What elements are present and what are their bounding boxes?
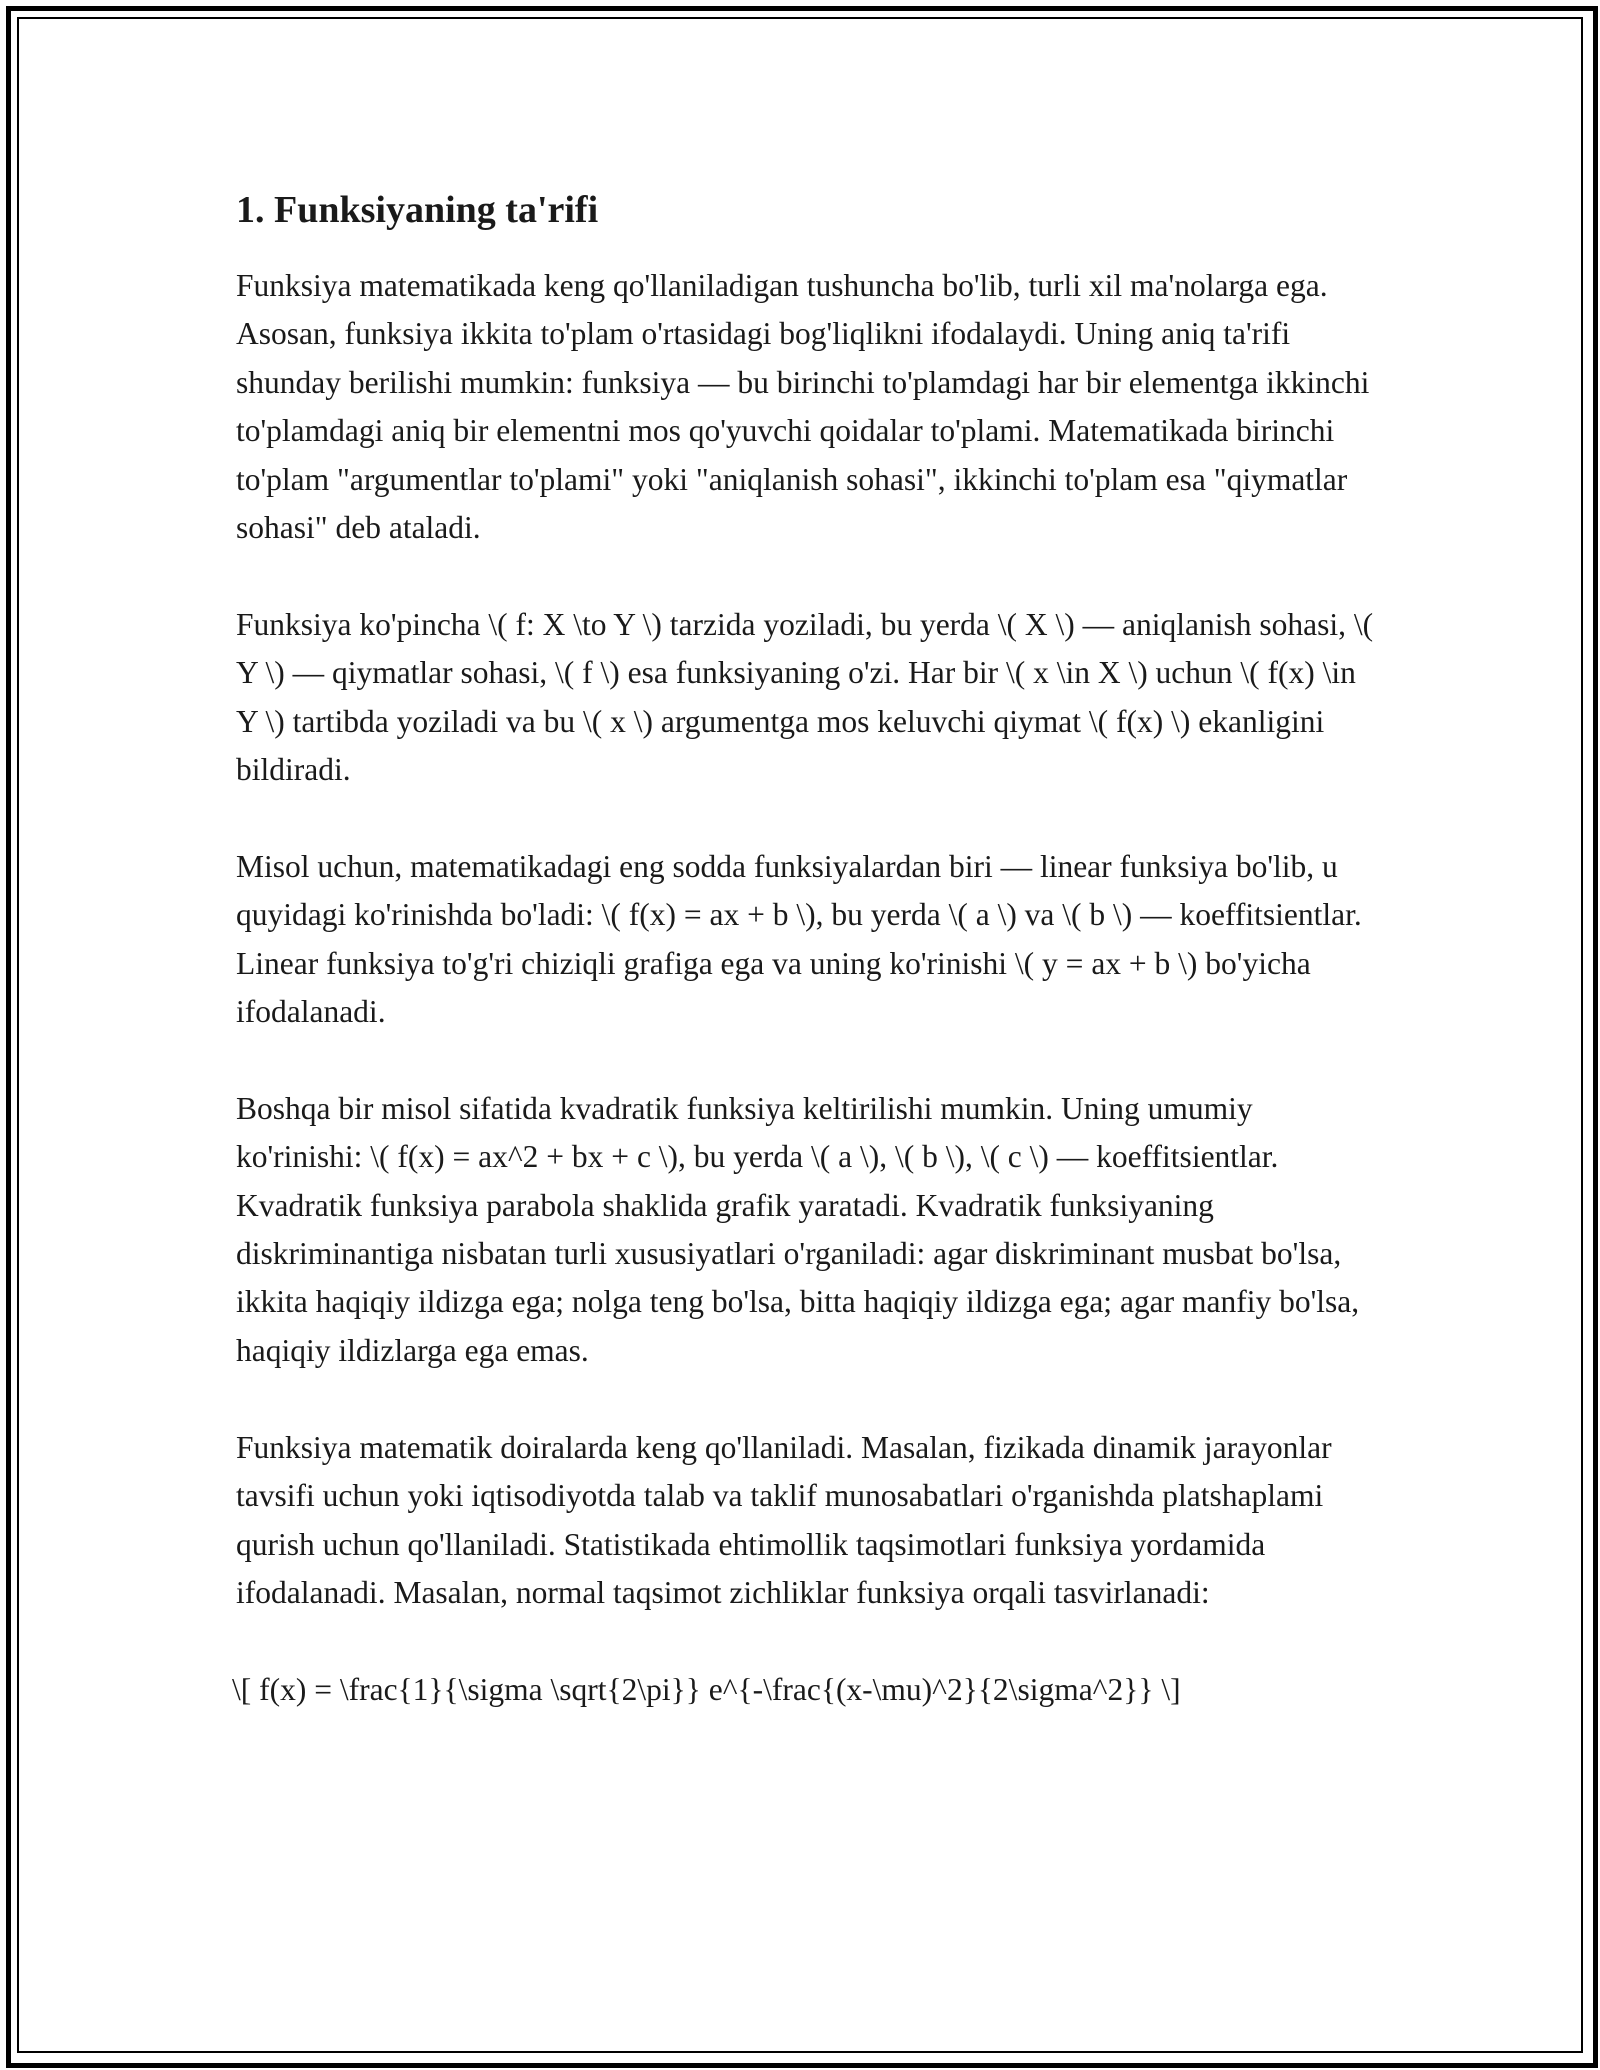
paragraph-linear-example: Misol uchun, matematikadagi eng sodda funksiyalardan biri — linear funksiya bo'lib, u quyidagi ko'rinishda bo'ladi: \( f(x) = ax + b \), bu yerda \( a \) va \( b \) — koeffitsientlar. Linear funksiya to'g'ri chiziqli grafiga ega va uning ko'rinishi \( y = ax + b \) bo'yicha ifodalanadi. [236,848,1362,1030]
paragraph-notation: Funksiya ko'pincha \( f: X \to Y \) tarzida yoziladi, bu yerda \( X \) — aniqlanish sohasi, \( Y \) — qiymatlar sohasi, \( f \) esa funksiyaning o'zi. Har bir \( x \in X \) uchun \( f(x) \in Y \) tartibda yoziladi va bu \( x \) argumentga mos keluvchi qiymat \( f(x) \) ekanligini bildiradi. [236,606,1374,788]
document-body [232,186,1376,1714]
normal-distribution-formula: \[ f(x) = \frac{1}{\sigma \sqrt{2\pi}} e^{-\frac{(x-\mu)^2}{2\sigma^2}} \] [232,1671,1181,1707]
paragraph-quadratic-example: Boshqa bir misol sifatida kvadratik funksiya keltirilishi mumkin. Uning umumiy ko'rinishi: \( f(x) = ax^2 + bx + c \), bu yerda \( a \), \( b \), \( c \) — koeffitsientlar. Kvadratik funksiya parabola shaklida grafik yaratadi. Kvadratik funksiyaning diskriminantiga nisbatan turli xususiyatlari o'rganiladi: agar diskriminant musbat bo'lsa, ikkita haqiqiy ildizga ega; nolga teng bo'lsa, bitta haqiqiy ildizga ega; agar manfiy bo'lsa, haqiqiy ildizlarga ega emas. [236,1090,1360,1368]
paragraph-applications: Funksiya matematik doiralarda keng qo'llaniladi. Masalan, fizikada dinamik jarayonlar tavsifi uchun yoki iqtisodiyotda talab va taklif munosabatlari o'rganishda platshaplami qurish uchun qo'llaniladi. Statistikada ehtimollik taqsimotlari funksiya yordamida ifodalanadi. Masalan, normal taqsimot zichliklar funksiya orqali tasvirlanadi: [236,1429,1332,1610]
paragraph-definition: Funksiya matematikada keng qo'llaniladigan tushuncha bo'lib, turli xil ma'nolarga ega. Asosan, funksiya ikkita to'plam o'rtasidagi bog'liqlikni ifodalaydi. Uning aniq ta'rifi shunday berilishi mumkin: funksiya — bu birinchi to'plamdagi har bir elementga ikkinchi to'plamdagi aniq bir elementni mos qo'yuvchi qoidalar to'plami. Matematikada birinchi to'plam "argumentlar to'plami" yoki "aniqlanish sohasi", ikkinchi to'plam esa "qiymatlar sohasi" deb ataladi. [236,268,1370,546]
section-heading: 1. Funksiyaning ta'rifi [236,189,599,231]
